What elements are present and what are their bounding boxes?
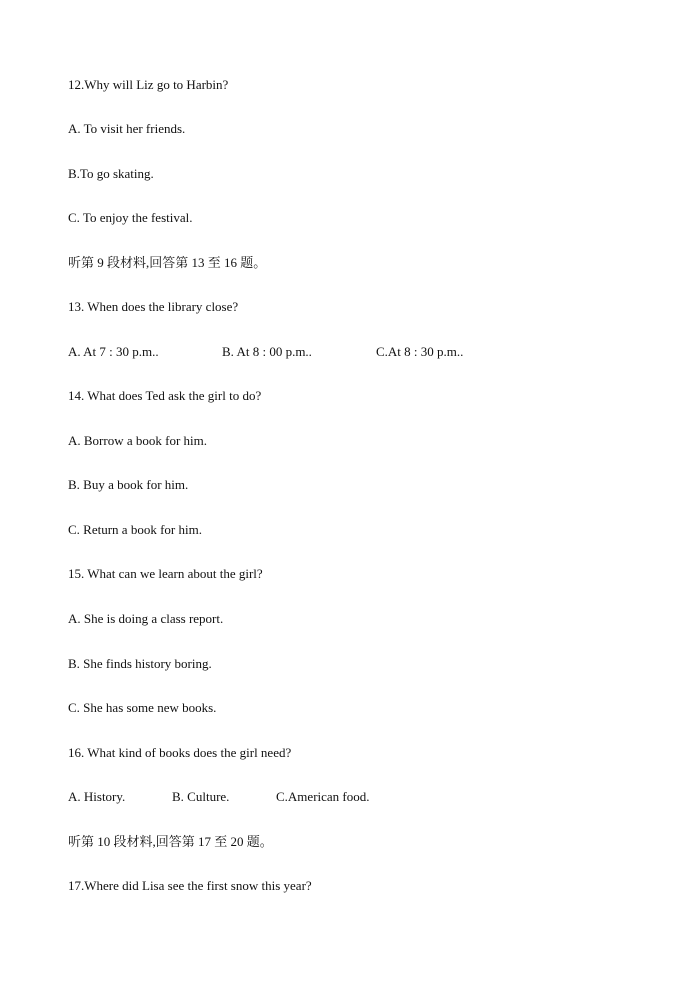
question-12: 12.Why will Liz go to Harbin? — [68, 77, 229, 92]
question-12-option-b: B.To go skating. — [68, 166, 154, 181]
question-12-option-c: C. To enjoy the festival. — [68, 210, 193, 225]
question-14-option-b: B. Buy a book for him. — [68, 477, 189, 492]
question-16: 16. What kind of books does the girl need? — [68, 745, 292, 760]
question-13-option-a: A. At 7 : 30 p.m.. — [68, 344, 159, 359]
question-16-option-b: B. Culture. — [172, 789, 230, 804]
question-13-option-b: B. At 8 : 00 p.m.. — [222, 344, 312, 359]
question-15-option-a: A. She is doing a class report. — [68, 611, 224, 626]
section-9-instruction: 听第 9 段材料,回答第 13 至 16 题。 — [68, 255, 267, 270]
question-13-options — [68, 344, 488, 360]
question-16-option-a: A. History. — [68, 789, 126, 804]
question-16-option-c: C.American food. — [276, 789, 370, 804]
question-13-option-c: C.At 8 : 30 p.m.. — [376, 344, 464, 359]
question-12-option-a: A. To visit her friends. — [68, 121, 186, 136]
question-16-options — [68, 789, 388, 805]
question-15: 15. What can we learn about the girl? — [68, 566, 263, 581]
question-14-option-c: C. Return a book for him. — [68, 522, 202, 537]
question-13: 13. When does the library close? — [68, 299, 239, 314]
question-14: 14. What does Ted ask the girl to do? — [68, 388, 262, 403]
question-15-option-b: B. She finds history boring. — [68, 656, 212, 671]
question-14-option-a: A. Borrow a book for him. — [68, 433, 208, 448]
question-17: 17.Where did Lisa see the first snow this year? — [68, 878, 312, 893]
section-10-instruction: 听第 10 段材料,回答第 17 至 20 题。 — [68, 834, 273, 849]
question-15-option-c: C. She has some new books. — [68, 700, 217, 715]
